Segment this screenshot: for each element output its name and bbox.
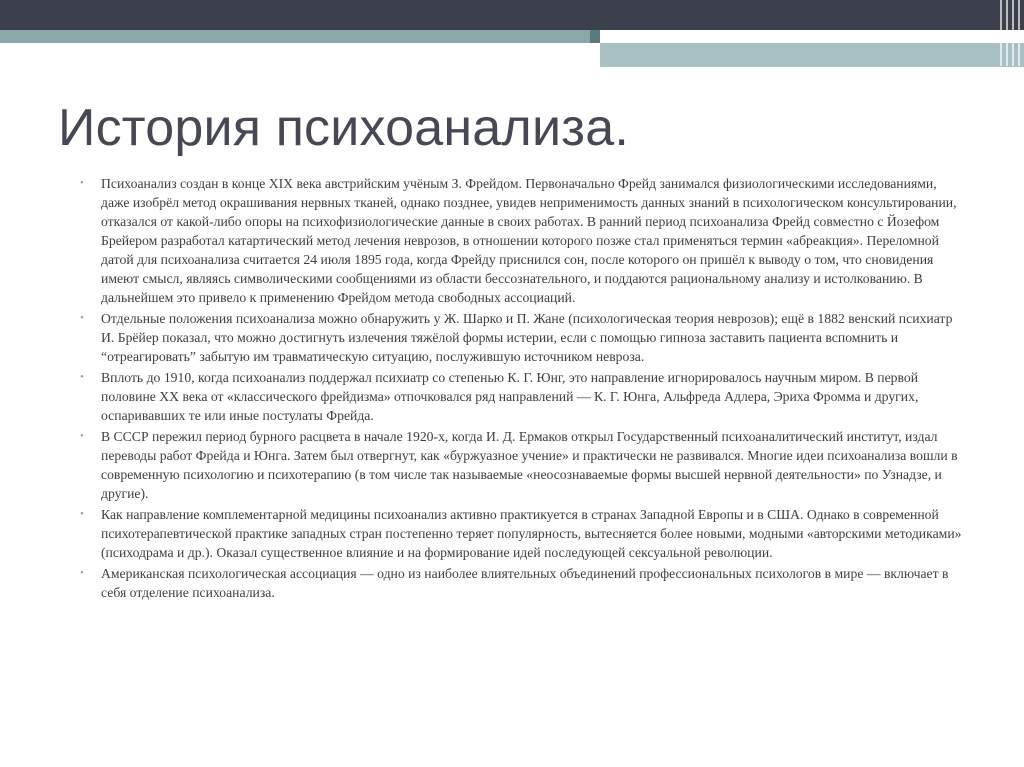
bullet-text: Отдельные положения психоанализа можно обнаружить у Ж. Шарко и П. Жане (психологическая теория неврозов); ещё в 1882 венский психиатр И. Брёйер показал, что можно достигнуть излечения тяжёлой формы истерии, если с помощью гипноза заставить пациента вспомнить и “отреагировать” забытую им травматическую ситуацию, послужившую источником невроза. [101, 311, 953, 364]
bullet-item [80, 309, 968, 366]
bullet-list [80, 174, 968, 604]
bullet-text: Психоанализ создан в конце XIX века австрийским учёным З. Фрейдом. Первоначально Фрейд занимался физиологическими исследованиями, даже изобрёл метод окрашивания нервных тканей, однако позднее, увидев неприменимость данных знаний в психологическом консультировании, отказался от какой-либо опоры на психофизиологические данные в своих работах. В ранний период психоанализа Фрейд совместно с Йозефом Брейером разработал катартический метод лечения неврозов, в отношении которого позже стал применяться термин «абреакция». Переломной датой для психоанализа считается 24 июля 1895 года, когда Фрейду приснился сон, после которого он пришёл к выводу о том, что сновидения имеют смысл, являясь символическими сообщениями из области бессознательного, и поддаются рациональному анализу и истолкованию. В дальнейшем это привело к применению Фрейдом метода свободных ассоциаций. [101, 176, 957, 305]
bullet-icon: • [80, 567, 84, 579]
bullet-text: Американская психологическая ассоциация — одно из наиболее влиятельных объединений профессиональных психологов в мире — включает в себя отделение психоанализа. [101, 566, 949, 600]
bullet-item [80, 368, 968, 425]
bullet-item [80, 564, 968, 602]
header-bar-teal-accent [590, 30, 600, 43]
bullet-icon: • [80, 371, 84, 383]
bullet-item [80, 427, 968, 503]
bullet-item [80, 174, 968, 307]
bullet-text: В СССР пережил период бурного расцвета в начале 1920-х, когда И. Д. Ермаков открыл Государственный психоаналитический институт, издал переводы работ Фрейда и Юнга. Затем был отвергнут, как «буржуазное учение» и практически не развивался. Многие идеи психоанализа вошли в современную психологию и психотерапию (в том числе так называемые «неосознаваемые формы высшей нервной деятельности» по Узнадзе, и другие). [101, 429, 958, 501]
bullet-text: Вплоть до 1910, когда психоанализ поддержал психиатр со степенью К. Г. Юнг, это направление игнорировалось научным миром. В первой половине XX века от «классического фрейдизма» отпочковался ряд направлений — К. Г. Юнга, Альфреда Адлера, Эриха Фромма и других, оспаривавших те или иные постулаты Фрейда. [101, 370, 919, 423]
header-edge-lines [994, 0, 1020, 66]
header-bar-teal [0, 30, 600, 43]
header-bar-light [600, 43, 1024, 67]
bullet-icon: • [80, 177, 84, 189]
bullet-text: Как направление комплементарной медицины психоанализ активно практикуется в странах Западной Европы и в США. Однако в современной психотерапевтической практике западных стран постепенно теряет популярность, вытесняется более новыми, модными «авторскими методиками» (психодрама и др.). Оказал существенное влияние и на формирование идей последующей сексуальной революции. [101, 507, 962, 560]
slide-title: История психоанализа. [58, 99, 629, 157]
bullet-icon: • [80, 508, 84, 520]
header-bar-dark [0, 0, 1024, 30]
bullet-item [80, 505, 968, 562]
bullet-icon: • [80, 430, 84, 442]
bullet-icon: • [80, 312, 84, 324]
